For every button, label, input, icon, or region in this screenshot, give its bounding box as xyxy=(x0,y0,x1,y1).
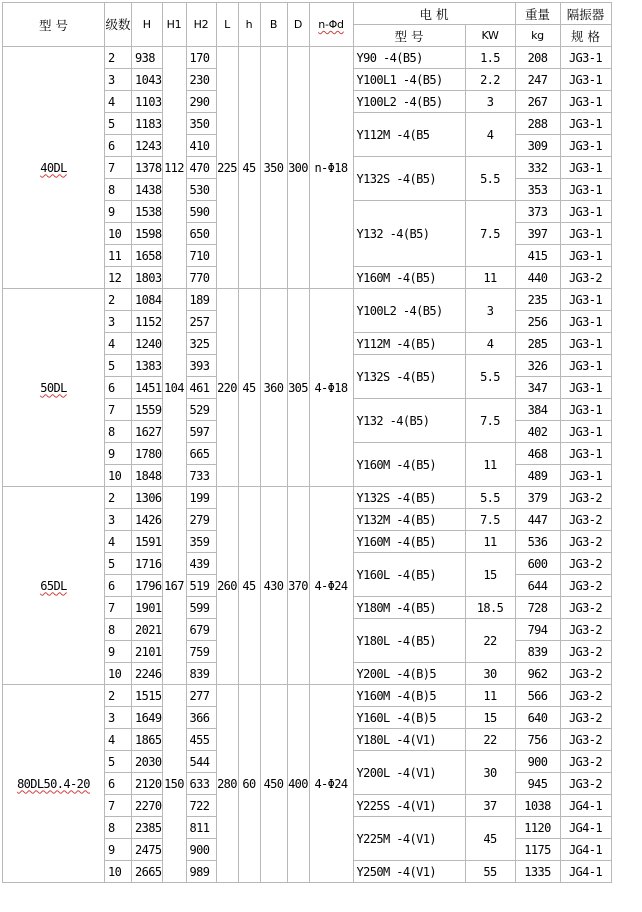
H-cell: 2101 xyxy=(132,641,163,663)
stage-cell: 3 xyxy=(105,707,132,729)
isolator-cell: JG3-1 xyxy=(560,157,611,179)
header-weight-unit: kg xyxy=(515,25,560,47)
stage-cell: 9 xyxy=(105,201,132,223)
motor-model-cell: Y132M -4(B5) xyxy=(353,509,465,531)
H-cell: 1848 xyxy=(132,465,163,487)
stage-cell: 5 xyxy=(105,751,132,773)
stage-cell: 9 xyxy=(105,839,132,861)
motor-kw-cell: 15 xyxy=(465,553,515,597)
header-row-1 xyxy=(3,3,612,25)
H1-cell: 104 xyxy=(162,289,186,487)
motor-model-cell: Y160M -4(B5) xyxy=(353,443,465,487)
weight-cell: 347 xyxy=(515,377,560,399)
isolator-cell: JG3-1 xyxy=(560,377,611,399)
weight-cell: 900 xyxy=(515,751,560,773)
motor-model-cell: Y200L -4(V1) xyxy=(353,751,465,795)
stage-cell: 3 xyxy=(105,509,132,531)
H2-cell: 900 xyxy=(186,839,216,861)
stage-cell: 11 xyxy=(105,245,132,267)
H2-cell: 544 xyxy=(186,751,216,773)
header-holes-text: n-Φd xyxy=(318,18,344,31)
isolator-cell: JG4-1 xyxy=(560,839,611,861)
motor-kw-cell: 18.5 xyxy=(465,597,515,619)
H-cell: 1515 xyxy=(132,685,163,707)
isolator-cell: JG3-1 xyxy=(560,135,611,157)
holes-cell: 4-Φ24 xyxy=(309,487,353,685)
weight-cell: 256 xyxy=(515,311,560,333)
header-H1: H1 xyxy=(162,3,186,47)
header-h: h xyxy=(238,3,260,47)
isolator-cell: JG3-2 xyxy=(560,509,611,531)
stage-cell: 7 xyxy=(105,795,132,817)
H2-cell: 325 xyxy=(186,333,216,355)
isolator-cell: JG3-2 xyxy=(560,773,611,795)
motor-kw-cell: 1.5 xyxy=(465,47,515,69)
header-holes xyxy=(309,3,353,47)
stage-cell: 4 xyxy=(105,531,132,553)
H2-cell: 679 xyxy=(186,619,216,641)
header-stages: 级数 xyxy=(105,3,132,47)
H-cell: 1438 xyxy=(132,179,163,201)
model-name-text: 65DL xyxy=(40,578,67,593)
motor-model-cell: Y160L -4(B5) xyxy=(353,553,465,597)
stage-cell: 12 xyxy=(105,267,132,289)
weight-cell: 415 xyxy=(515,245,560,267)
stage-cell: 7 xyxy=(105,157,132,179)
motor-model-cell: Y160M -4(B5) xyxy=(353,531,465,553)
weight-cell: 208 xyxy=(515,47,560,69)
motor-kw-cell: 15 xyxy=(465,707,515,729)
H-cell: 1591 xyxy=(132,531,163,553)
motor-model-cell: Y200L -4(B)5 xyxy=(353,663,465,685)
motor-model-cell: Y100L2 -4(B5) xyxy=(353,91,465,113)
weight-cell: 1120 xyxy=(515,817,560,839)
H-cell: 1649 xyxy=(132,707,163,729)
motor-kw-cell: 22 xyxy=(465,619,515,663)
stage-cell: 6 xyxy=(105,773,132,795)
motor-model-cell: Y160M -4(B5) xyxy=(353,267,465,289)
isolator-cell: JG3-2 xyxy=(560,531,611,553)
holes-cell: n-Φ18 xyxy=(309,47,353,289)
isolator-cell: JG4-1 xyxy=(560,861,611,883)
H2-cell: 410 xyxy=(186,135,216,157)
isolator-cell: JG3-2 xyxy=(560,707,611,729)
header-motor: 电 机 xyxy=(353,3,515,25)
stage-cell: 5 xyxy=(105,355,132,377)
H2-cell: 230 xyxy=(186,69,216,91)
H2-cell: 519 xyxy=(186,575,216,597)
motor-model-cell: Y90 -4(B5) xyxy=(353,47,465,69)
H2-cell: 277 xyxy=(186,685,216,707)
weight-cell: 332 xyxy=(515,157,560,179)
H-cell: 1658 xyxy=(132,245,163,267)
model-name-text: 50DL xyxy=(40,380,67,395)
isolator-cell: JG3-2 xyxy=(560,267,611,289)
motor-kw-cell: 11 xyxy=(465,685,515,707)
weight-cell: 1175 xyxy=(515,839,560,861)
H-cell: 1451 xyxy=(132,377,163,399)
motor-model-cell: Y180L -4(B5) xyxy=(353,619,465,663)
H-cell: 2665 xyxy=(132,861,163,883)
L-cell: 280 xyxy=(216,685,238,883)
motor-model-cell: Y180M -4(B5) xyxy=(353,597,465,619)
H-cell: 1383 xyxy=(132,355,163,377)
table-row xyxy=(3,47,612,69)
H-cell: 2246 xyxy=(132,663,163,685)
stage-cell: 7 xyxy=(105,399,132,421)
isolator-cell: JG3-1 xyxy=(560,69,611,91)
stage-cell: 9 xyxy=(105,443,132,465)
H-cell: 1243 xyxy=(132,135,163,157)
weight-cell: 566 xyxy=(515,685,560,707)
motor-kw-cell: 30 xyxy=(465,751,515,795)
L-cell: 225 xyxy=(216,47,238,289)
H-cell: 2475 xyxy=(132,839,163,861)
H2-cell: 529 xyxy=(186,399,216,421)
stage-cell: 4 xyxy=(105,91,132,113)
isolator-cell: JG3-2 xyxy=(560,663,611,685)
stage-cell: 8 xyxy=(105,421,132,443)
header-model: 型 号 xyxy=(3,3,105,47)
H2-cell: 290 xyxy=(186,91,216,113)
stage-cell: 10 xyxy=(105,861,132,883)
H-cell: 1559 xyxy=(132,399,163,421)
weight-cell: 397 xyxy=(515,223,560,245)
weight-cell: 353 xyxy=(515,179,560,201)
weight-cell: 728 xyxy=(515,597,560,619)
H-cell: 1627 xyxy=(132,421,163,443)
motor-kw-cell: 30 xyxy=(465,663,515,685)
H1-cell: 150 xyxy=(162,685,186,883)
isolator-cell: JG3-1 xyxy=(560,311,611,333)
pump-spec-table xyxy=(2,2,612,883)
weight-cell: 489 xyxy=(515,465,560,487)
holes-cell: 4-Φ24 xyxy=(309,685,353,883)
motor-kw-cell: 5.5 xyxy=(465,355,515,399)
weight-cell: 267 xyxy=(515,91,560,113)
motor-kw-cell: 11 xyxy=(465,443,515,487)
motor-kw-cell: 7.5 xyxy=(465,201,515,267)
weight-cell: 962 xyxy=(515,663,560,685)
weight-cell: 440 xyxy=(515,267,560,289)
H2-cell: 770 xyxy=(186,267,216,289)
weight-cell: 235 xyxy=(515,289,560,311)
weight-cell: 247 xyxy=(515,69,560,91)
weight-cell: 326 xyxy=(515,355,560,377)
H-cell: 1803 xyxy=(132,267,163,289)
H2-cell: 461 xyxy=(186,377,216,399)
weight-cell: 600 xyxy=(515,553,560,575)
model-name xyxy=(3,685,105,883)
H-cell: 1152 xyxy=(132,311,163,333)
isolator-cell: JG4-1 xyxy=(560,817,611,839)
stage-cell: 8 xyxy=(105,619,132,641)
isolator-cell: JG3-2 xyxy=(560,619,611,641)
motor-model-cell: Y132 -4(B5) xyxy=(353,399,465,443)
motor-kw-cell: 2.2 xyxy=(465,69,515,91)
H2-cell: 722 xyxy=(186,795,216,817)
motor-kw-cell: 22 xyxy=(465,729,515,751)
header-H: H xyxy=(132,3,163,47)
isolator-cell: JG3-1 xyxy=(560,113,611,135)
isolator-cell: JG3-1 xyxy=(560,355,611,377)
isolator-cell: JG3-1 xyxy=(560,289,611,311)
H-cell: 1598 xyxy=(132,223,163,245)
isolator-cell: JG3-1 xyxy=(560,179,611,201)
H2-cell: 597 xyxy=(186,421,216,443)
H-cell: 1426 xyxy=(132,509,163,531)
H2-cell: 257 xyxy=(186,311,216,333)
stage-cell: 5 xyxy=(105,553,132,575)
stage-cell: 10 xyxy=(105,465,132,487)
B-cell: 430 xyxy=(260,487,287,685)
h-cell: 45 xyxy=(238,487,260,685)
stage-cell: 6 xyxy=(105,135,132,157)
B-cell: 450 xyxy=(260,685,287,883)
isolator-cell: JG3-2 xyxy=(560,751,611,773)
H-cell: 2385 xyxy=(132,817,163,839)
model-name xyxy=(3,47,105,289)
isolator-cell: JG4-1 xyxy=(560,795,611,817)
header-motor-model: 型 号 xyxy=(353,25,465,47)
weight-cell: 839 xyxy=(515,641,560,663)
h-cell: 45 xyxy=(238,289,260,487)
H2-cell: 470 xyxy=(186,157,216,179)
stage-cell: 7 xyxy=(105,597,132,619)
stage-cell: 6 xyxy=(105,377,132,399)
motor-kw-cell: 3 xyxy=(465,289,515,333)
isolator-cell: JG3-1 xyxy=(560,399,611,421)
isolator-cell: JG3-2 xyxy=(560,641,611,663)
motor-model-cell: Y100L2 -4(B5) xyxy=(353,289,465,333)
H2-cell: 733 xyxy=(186,465,216,487)
H2-cell: 599 xyxy=(186,597,216,619)
weight-cell: 1038 xyxy=(515,795,560,817)
motor-model-cell: Y250M -4(V1) xyxy=(353,861,465,883)
model-name-text: 40DL xyxy=(40,160,67,175)
holes-cell: 4-Φ18 xyxy=(309,289,353,487)
motor-kw-cell: 11 xyxy=(465,267,515,289)
isolator-cell: JG3-1 xyxy=(560,245,611,267)
weight-cell: 640 xyxy=(515,707,560,729)
weight-cell: 794 xyxy=(515,619,560,641)
L-cell: 260 xyxy=(216,487,238,685)
stage-cell: 3 xyxy=(105,69,132,91)
stage-cell: 10 xyxy=(105,663,132,685)
motor-kw-cell: 5.5 xyxy=(465,157,515,201)
H-cell: 1183 xyxy=(132,113,163,135)
H2-cell: 170 xyxy=(186,47,216,69)
isolator-cell: JG3-2 xyxy=(560,487,611,509)
motor-kw-cell: 45 xyxy=(465,817,515,861)
B-cell: 360 xyxy=(260,289,287,487)
D-cell: 300 xyxy=(287,47,309,289)
D-cell: 370 xyxy=(287,487,309,685)
motor-model-cell: Y132S -4(B5) xyxy=(353,157,465,201)
motor-model-cell: Y112M -4(B5 xyxy=(353,113,465,157)
weight-cell: 379 xyxy=(515,487,560,509)
header-D: D xyxy=(287,3,309,47)
table-row xyxy=(3,685,612,707)
weight-cell: 756 xyxy=(515,729,560,751)
weight-cell: 644 xyxy=(515,575,560,597)
stage-cell: 5 xyxy=(105,113,132,135)
motor-kw-cell: 4 xyxy=(465,333,515,355)
H2-cell: 279 xyxy=(186,509,216,531)
stage-cell: 4 xyxy=(105,333,132,355)
H2-cell: 839 xyxy=(186,663,216,685)
H2-cell: 455 xyxy=(186,729,216,751)
H-cell: 938 xyxy=(132,47,163,69)
weight-cell: 536 xyxy=(515,531,560,553)
motor-kw-cell: 55 xyxy=(465,861,515,883)
stage-cell: 2 xyxy=(105,487,132,509)
weight-cell: 288 xyxy=(515,113,560,135)
header-H2: H2 xyxy=(186,3,216,47)
isolator-cell: JG3-2 xyxy=(560,729,611,751)
isolator-cell: JG3-1 xyxy=(560,223,611,245)
H-cell: 1043 xyxy=(132,69,163,91)
weight-cell: 447 xyxy=(515,509,560,531)
weight-cell: 285 xyxy=(515,333,560,355)
stage-cell: 6 xyxy=(105,575,132,597)
isolator-cell: JG3-1 xyxy=(560,47,611,69)
weight-cell: 468 xyxy=(515,443,560,465)
H-cell: 2120 xyxy=(132,773,163,795)
motor-kw-cell: 7.5 xyxy=(465,399,515,443)
motor-model-cell: Y160M -4(B)5 xyxy=(353,685,465,707)
H2-cell: 650 xyxy=(186,223,216,245)
isolator-cell: JG3-1 xyxy=(560,443,611,465)
motor-kw-cell: 37 xyxy=(465,795,515,817)
motor-model-cell: Y132 -4(B5) xyxy=(353,201,465,267)
weight-cell: 309 xyxy=(515,135,560,157)
H-cell: 1306 xyxy=(132,487,163,509)
H-cell: 1901 xyxy=(132,597,163,619)
H-cell: 1103 xyxy=(132,91,163,113)
header-L: L xyxy=(216,3,238,47)
H2-cell: 439 xyxy=(186,553,216,575)
stage-cell: 10 xyxy=(105,223,132,245)
table-row xyxy=(3,289,612,311)
L-cell: 220 xyxy=(216,289,238,487)
model-name xyxy=(3,289,105,487)
H2-cell: 590 xyxy=(186,201,216,223)
H2-cell: 199 xyxy=(186,487,216,509)
motor-kw-cell: 3 xyxy=(465,91,515,113)
motor-model-cell: Y132S -4(B5) xyxy=(353,355,465,399)
isolator-cell: JG3-2 xyxy=(560,597,611,619)
H-cell: 1796 xyxy=(132,575,163,597)
H-cell: 1780 xyxy=(132,443,163,465)
H2-cell: 359 xyxy=(186,531,216,553)
motor-model-cell: Y132S -4(B5) xyxy=(353,487,465,509)
h-cell: 45 xyxy=(238,47,260,289)
isolator-cell: JG3-2 xyxy=(560,685,611,707)
B-cell: 350 xyxy=(260,47,287,289)
table-row xyxy=(3,487,612,509)
isolator-cell: JG3-2 xyxy=(560,575,611,597)
header-weight: 重量 xyxy=(515,3,560,25)
stage-cell: 9 xyxy=(105,641,132,663)
weight-cell: 402 xyxy=(515,421,560,443)
motor-model-cell: Y160L -4(B)5 xyxy=(353,707,465,729)
D-cell: 400 xyxy=(287,685,309,883)
H-cell: 1716 xyxy=(132,553,163,575)
H2-cell: 989 xyxy=(186,861,216,883)
H2-cell: 665 xyxy=(186,443,216,465)
H2-cell: 366 xyxy=(186,707,216,729)
H-cell: 1378 xyxy=(132,157,163,179)
H2-cell: 530 xyxy=(186,179,216,201)
weight-cell: 1335 xyxy=(515,861,560,883)
isolator-cell: JG3-1 xyxy=(560,421,611,443)
motor-model-cell: Y225M -4(V1) xyxy=(353,817,465,861)
stage-cell: 2 xyxy=(105,289,132,311)
h-cell: 60 xyxy=(238,685,260,883)
isolator-cell: JG3-1 xyxy=(560,91,611,113)
weight-cell: 945 xyxy=(515,773,560,795)
motor-kw-cell: 11 xyxy=(465,531,515,553)
weight-cell: 373 xyxy=(515,201,560,223)
header-B: B xyxy=(260,3,287,47)
H2-cell: 393 xyxy=(186,355,216,377)
H-cell: 1084 xyxy=(132,289,163,311)
isolator-cell: JG3-1 xyxy=(560,333,611,355)
motor-model-cell: Y225S -4(V1) xyxy=(353,795,465,817)
header-isolator-spec: 规 格 xyxy=(560,25,611,47)
H1-cell: 167 xyxy=(162,487,186,685)
motor-kw-cell: 4 xyxy=(465,113,515,157)
stage-cell: 8 xyxy=(105,179,132,201)
header-kw: KW xyxy=(465,25,515,47)
header-isolator: 隔振器 xyxy=(560,3,611,25)
H2-cell: 350 xyxy=(186,113,216,135)
weight-cell: 384 xyxy=(515,399,560,421)
H-cell: 1865 xyxy=(132,729,163,751)
stage-cell: 4 xyxy=(105,729,132,751)
motor-kw-cell: 5.5 xyxy=(465,487,515,509)
model-name-text: 80DL50.4-20 xyxy=(17,776,90,791)
motor-model-cell: Y112M -4(B5) xyxy=(353,333,465,355)
stage-cell: 8 xyxy=(105,817,132,839)
H2-cell: 633 xyxy=(186,773,216,795)
H2-cell: 811 xyxy=(186,817,216,839)
isolator-cell: JG3-2 xyxy=(560,553,611,575)
D-cell: 305 xyxy=(287,289,309,487)
H2-cell: 759 xyxy=(186,641,216,663)
H-cell: 2030 xyxy=(132,751,163,773)
stage-cell: 2 xyxy=(105,47,132,69)
motor-model-cell: Y100L1 -4(B5) xyxy=(353,69,465,91)
isolator-cell: JG3-1 xyxy=(560,201,611,223)
stage-cell: 3 xyxy=(105,311,132,333)
H-cell: 1538 xyxy=(132,201,163,223)
H-cell: 2021 xyxy=(132,619,163,641)
motor-kw-cell: 7.5 xyxy=(465,509,515,531)
isolator-cell: JG3-1 xyxy=(560,465,611,487)
H2-cell: 710 xyxy=(186,245,216,267)
H-cell: 1240 xyxy=(132,333,163,355)
motor-model-cell: Y180L -4(V1) xyxy=(353,729,465,751)
H1-cell: 112 xyxy=(162,47,186,289)
H2-cell: 189 xyxy=(186,289,216,311)
model-name xyxy=(3,487,105,685)
H-cell: 2270 xyxy=(132,795,163,817)
stage-cell: 2 xyxy=(105,685,132,707)
